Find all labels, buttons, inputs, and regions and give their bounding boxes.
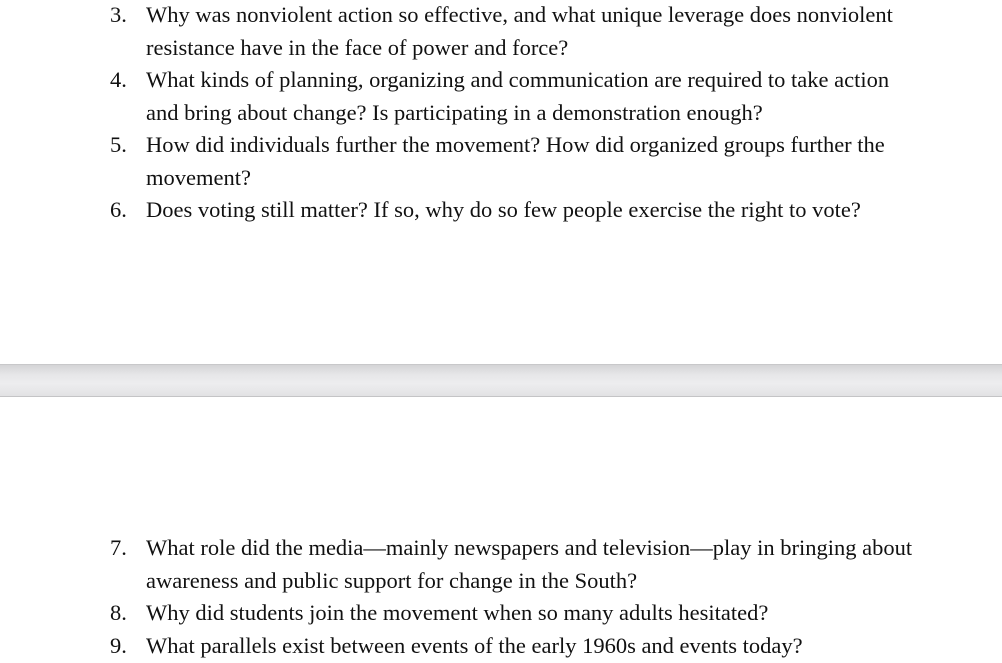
question-list-top [0,0,1002,227]
question-number: 4. [110,67,127,92]
question-text: What role did the media—mainly newspapers and television—play in bringing about awareness and public support for change in the South? [146,535,913,593]
question-text: Why did students join the movement when so many adults hesitated? [146,600,769,625]
question-text: What parallels exist between events of the early 1960s and events today? [146,632,803,658]
question-number: 3. [110,2,127,27]
document-page-bottom [0,397,1002,663]
question-text: Does voting still matter? If so, why do so few people exercise the right to vote? [146,197,861,222]
question-text: Why was nonviolent action so effective, and what unique leverage does nonviolent resistance have in the face of power and force? [146,2,893,60]
question-list-bottom [0,532,1002,662]
question-item [0,597,1002,630]
page-separator [0,364,1002,397]
question-text: How did individuals further the movement? How did organized groups further the movement? [146,132,885,190]
question-number: 6. [110,197,127,222]
question-item [0,194,1002,227]
question-number: 5. [110,132,127,157]
question-number: 7. [110,535,127,560]
question-item [0,532,1002,597]
question-item [0,129,1002,194]
question-item [0,630,1002,663]
question-item [0,0,1002,64]
question-number: 8. [110,600,127,625]
question-item [0,64,1002,129]
question-text: What kinds of planning, organizing and communication are required to take action and bring about change? Is participating in a demonstration enough? [146,67,890,125]
question-number: 9. [110,632,127,658]
